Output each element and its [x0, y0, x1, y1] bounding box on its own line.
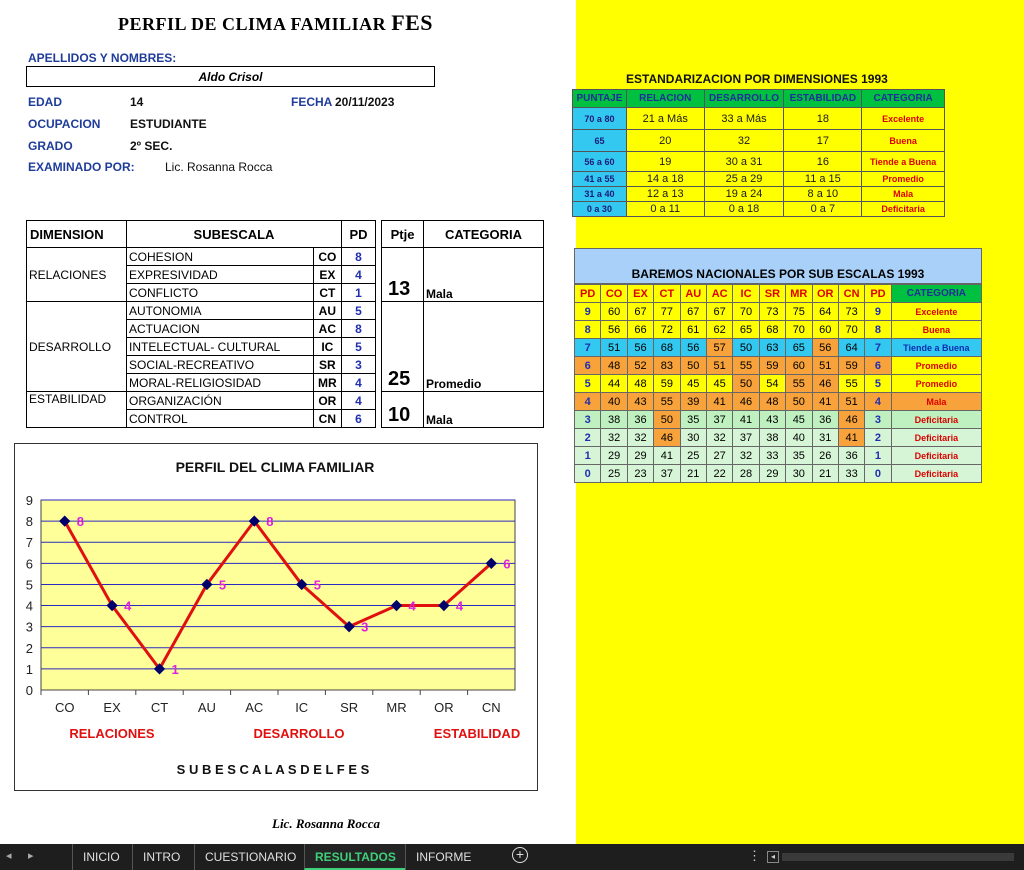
baremos-cell: 0 [865, 465, 891, 483]
y-tick-label: 5 [25, 577, 33, 593]
baremos-cell: 26 [812, 447, 838, 465]
baremos-cell: 41 [733, 411, 759, 429]
baremos-cell: 29 [601, 447, 627, 465]
baremos-category: Deficitaria [891, 447, 981, 465]
baremos-cell: 37 [654, 465, 680, 483]
std-cell: 16 [784, 152, 862, 172]
sub-label: ACTUACION [127, 320, 314, 338]
std-cell: 30 a 31 [704, 152, 784, 172]
baremos-cell: 30 [786, 465, 812, 483]
pd-value[interactable]: 8 [342, 320, 376, 338]
baremos-cell: 83 [654, 357, 680, 375]
std-cell: Deficitaria [862, 202, 945, 217]
baremos-cell: 70 [733, 303, 759, 321]
baremos-cell: 41 [706, 393, 732, 411]
ptje-desarrollo: 25 [382, 302, 424, 392]
baremos-cell: 73 [838, 303, 864, 321]
baremos-cell: 56 [812, 339, 838, 357]
baremos-cell: 3 [575, 411, 601, 429]
pd-value[interactable]: 4 [342, 266, 376, 284]
col-ptje: Ptje [382, 221, 424, 248]
baremos-cell: 73 [759, 303, 785, 321]
baremos-cell: 55 [838, 375, 864, 393]
baremos-cell: 36 [627, 411, 653, 429]
baremos-cell: 46 [838, 411, 864, 429]
baremos-cell: 51 [706, 357, 732, 375]
std-header: PUNTAJE [573, 90, 627, 108]
baremos-cell: 1 [575, 447, 601, 465]
ptje-relaciones: 13 [382, 248, 424, 302]
std-cell: 0 a 11 [626, 202, 704, 217]
fecha-label: FECHA [291, 95, 333, 109]
std-cell: 21 a Más [626, 108, 704, 130]
baremos-cell: 38 [601, 411, 627, 429]
baremos-category: Mala [891, 393, 981, 411]
baremos-cell: 5 [575, 375, 601, 393]
baremos-cell: 59 [838, 357, 864, 375]
baremos-cell: 46 [654, 429, 680, 447]
baremos-cell: 23 [627, 465, 653, 483]
baremos-header: SR [759, 285, 785, 303]
sub-label: COHESION [127, 248, 314, 266]
baremos-cell: 64 [812, 303, 838, 321]
group-label: ESTABILIDAD [433, 726, 521, 741]
x-tick-label: SR [340, 700, 359, 715]
chart-title: PERFIL DEL CLIMA FAMILIAR [175, 459, 375, 475]
baremos-title: BAREMOS NACIONALES POR SUB ESCALAS 1993 [574, 248, 982, 284]
baremos-cell: 37 [706, 411, 732, 429]
more-options-icon[interactable]: ⋮ [748, 848, 761, 863]
group-label: RELACIONES [69, 726, 155, 741]
baremos-cell: 50 [733, 339, 759, 357]
std-cell: 20 [626, 130, 704, 152]
fecha-value[interactable]: 20/11/2023 [335, 95, 395, 109]
baremos-cell: 9 [575, 303, 601, 321]
std-cell: 17 [784, 130, 862, 152]
baremos-cell: 63 [759, 339, 785, 357]
baremos-category: Buena [891, 321, 981, 339]
baremos-cell: 40 [601, 393, 627, 411]
sub-code: MR [313, 374, 341, 392]
std-cell: 65 [573, 130, 627, 152]
baremos-header: CO [601, 285, 627, 303]
sub-code: AU [313, 302, 341, 320]
baremos-category: Deficitaria [891, 411, 981, 429]
baremos-cell: 9 [865, 303, 891, 321]
pd-value[interactable]: 6 [342, 410, 376, 428]
y-tick-label: 3 [25, 619, 33, 635]
baremos-cell: 55 [786, 375, 812, 393]
baremos-cell: 61 [680, 321, 706, 339]
pd-value[interactable]: 5 [342, 302, 376, 320]
baremos-cell: 7 [575, 339, 601, 357]
baremos-cell: 5 [865, 375, 891, 393]
std-cell: 0 a 18 [704, 202, 784, 217]
sub-label: INTELECTUAL- CULTURAL [127, 338, 314, 356]
pd-value[interactable]: 3 [342, 356, 376, 374]
baremos-cell: 68 [759, 321, 785, 339]
data-label: 5 [218, 577, 227, 593]
baremos-header: PD [575, 285, 601, 303]
baremos-cell: 32 [627, 429, 653, 447]
y-tick-label: 7 [25, 535, 33, 551]
baremos-cell: 29 [627, 447, 653, 465]
baremos-cell: 65 [733, 321, 759, 339]
footer-signature: Lic. Rosanna Rocca [272, 816, 380, 831]
baremos-cell: 43 [627, 393, 653, 411]
baremos-cell: 48 [601, 357, 627, 375]
reference-tables [576, 0, 1024, 844]
baremos-header: MR [786, 285, 812, 303]
baremos-cell: 30 [680, 429, 706, 447]
x-tick-label: MR [386, 700, 407, 715]
baremos-cell: 40 [786, 429, 812, 447]
baremos-cell: 75 [786, 303, 812, 321]
std-cell: 0 a 7 [784, 202, 862, 217]
baremos-cell: 38 [759, 429, 785, 447]
baremos-cell: 29 [759, 465, 785, 483]
baremos-table [574, 284, 982, 483]
std-cell: 14 a 18 [626, 172, 704, 187]
sub-label: CONTROL [127, 410, 314, 428]
std-cell: 11 a 15 [784, 172, 862, 187]
baremos-cell: 56 [680, 339, 706, 357]
baremos-cell: 21 [812, 465, 838, 483]
x-tick-label: IC [295, 700, 309, 715]
pd-value[interactable]: 8 [342, 248, 376, 266]
baremos-cell: 50 [680, 357, 706, 375]
sub-label: ORGANIZACIÓN [127, 392, 314, 410]
baremos-cell: 51 [812, 357, 838, 375]
baremos-cell: 51 [838, 393, 864, 411]
y-tick-label: 0 [25, 683, 33, 698]
x-tick-label: AU [197, 700, 216, 715]
baremos-cell: 36 [812, 411, 838, 429]
std-cell: Promedio [862, 172, 945, 187]
sub-code: SR [313, 356, 341, 374]
pd-value[interactable]: 4 [342, 392, 376, 410]
baremos-cell: 41 [812, 393, 838, 411]
apellidos-label: APELLIDOS Y NOMBRES: [28, 51, 177, 65]
sub-code: CT [313, 284, 341, 302]
grado-label: GRADO [28, 139, 73, 153]
std-title: ESTANDARIZACION POR DIMENSIONES 1993 [626, 72, 888, 86]
baremos-category: Excelente [891, 303, 981, 321]
baremos-cell: 33 [838, 465, 864, 483]
chart-frame [14, 443, 538, 791]
col-subescala: SUBESCALA [127, 221, 342, 248]
baremos-header: AU [680, 285, 706, 303]
baremos-cell: 6 [865, 357, 891, 375]
baremos-cell: 32 [706, 429, 732, 447]
baremos-cell: 21 [680, 465, 706, 483]
x-tick-label: CN [481, 700, 501, 715]
sub-code: OR [313, 392, 341, 410]
tab-resultados[interactable]: RESULTADOS [304, 844, 406, 870]
baremos-cell: 67 [627, 303, 653, 321]
baremos-cell: 59 [759, 357, 785, 375]
baremos-cell: 44 [601, 375, 627, 393]
std-cell: Buena [862, 130, 945, 152]
grado-value[interactable]: 2º SEC. [130, 139, 173, 153]
std-cell: Mala [862, 187, 945, 202]
baremos-header: CT [654, 285, 680, 303]
baremos-cell: 50 [733, 375, 759, 393]
x-axis-title: S U B E S C A L A S D E L F E S [176, 762, 370, 777]
x-tick-label: CT [150, 700, 169, 715]
baremos-cell: 7 [865, 339, 891, 357]
baremos-cell: 8 [865, 321, 891, 339]
examinado-value[interactable]: Lic. Rosanna Rocca [165, 160, 273, 174]
cat-estabilidad: Mala [424, 392, 544, 428]
x-tick-label: EX [103, 700, 121, 715]
baremos-cell: 55 [654, 393, 680, 411]
baremos-category: Promedio [891, 357, 981, 375]
baremos-cell: 4 [865, 393, 891, 411]
cat-relaciones: Mala [424, 248, 544, 302]
data-label: 8 [266, 514, 274, 530]
examinado-label: EXAMINADO POR: [28, 160, 135, 174]
baremos-cell: 55 [733, 357, 759, 375]
cat-desarrollo: Promedio [424, 302, 544, 392]
dimension-table [26, 220, 544, 428]
baremos-cell: 32 [601, 429, 627, 447]
std-cell: 32 [704, 130, 784, 152]
std-cell: 19 a 24 [704, 187, 784, 202]
dim-relaciones: RELACIONES [27, 248, 127, 302]
tab-cuestionario[interactable]: CUESTIONARIO [194, 844, 306, 870]
baremos-cell: 46 [733, 393, 759, 411]
baremos-cell: 50 [786, 393, 812, 411]
baremos-cell: 35 [680, 411, 706, 429]
ptje-estabilidad: 10 [382, 392, 424, 428]
baremos-cell: 77 [654, 303, 680, 321]
data-label: 4 [455, 598, 464, 614]
plot-area [41, 500, 515, 690]
baremos-cell: 3 [865, 411, 891, 429]
baremos-cell: 65 [786, 339, 812, 357]
baremos-cell: 68 [654, 339, 680, 357]
baremos-cell: 8 [575, 321, 601, 339]
baremos-cell: 35 [786, 447, 812, 465]
scroll-right-icon[interactable]: ▸ [28, 850, 34, 862]
baremos-cell: 51 [601, 339, 627, 357]
data-label: 8 [76, 514, 84, 530]
baremos-cell: 1 [865, 447, 891, 465]
baremos-cell: 2 [865, 429, 891, 447]
group-label: DESARROLLO [253, 726, 345, 741]
baremos-cell: 50 [654, 411, 680, 429]
baremos-cell: 62 [706, 321, 732, 339]
baremos-cell: 43 [759, 411, 785, 429]
baremos-cell: 28 [733, 465, 759, 483]
baremos-cell: 45 [680, 375, 706, 393]
std-cell: 25 a 29 [704, 172, 784, 187]
baremos-cell: 22 [706, 465, 732, 483]
tab-inicio[interactable]: INICIO [72, 844, 130, 870]
baremos-header: OR [812, 285, 838, 303]
col-categoria: CATEGORIA [424, 221, 544, 248]
baremos-cell: 70 [838, 321, 864, 339]
baremos-header: IC [733, 285, 759, 303]
x-tick-label: AC [245, 700, 264, 715]
baremos-cell: 0 [575, 465, 601, 483]
baremos-cell: 72 [654, 321, 680, 339]
sub-label: EXPRESIVIDAD [127, 266, 314, 284]
add-sheet-icon[interactable]: + [512, 847, 528, 863]
baremos-header: AC [706, 285, 732, 303]
col-dimension: DIMENSION [27, 221, 127, 248]
baremos-cell: 6 [575, 357, 601, 375]
y-tick-label: 6 [25, 556, 33, 572]
std-header: DESARROLLO [704, 90, 784, 108]
std-cell: 70 a 80 [573, 108, 627, 130]
horizontal-scrollbar[interactable] [782, 853, 1014, 861]
baremos-cell: 4 [575, 393, 601, 411]
baremos-cell: 59 [654, 375, 680, 393]
baremos-cell: 56 [627, 339, 653, 357]
baremos-cell: 64 [838, 339, 864, 357]
baremos-header: EX [627, 285, 653, 303]
baremos-cell: 39 [680, 393, 706, 411]
baremos-cell: 33 [759, 447, 785, 465]
baremos-cell: 2 [575, 429, 601, 447]
edad-label: EDAD [28, 95, 63, 109]
data-label: 4 [124, 598, 132, 614]
sub-label: SOCIAL-RECREATIVO [127, 356, 314, 374]
y-tick-label: 8 [25, 514, 33, 530]
sheet-tab-bar [0, 844, 1024, 870]
sub-code: AC [313, 320, 341, 338]
baremos-cell: 31 [812, 429, 838, 447]
baremos-cell: 32 [733, 447, 759, 465]
y-tick-label: 2 [25, 640, 33, 656]
baremos-cell: 45 [706, 375, 732, 393]
edad-value[interactable]: 14 [130, 95, 144, 109]
std-header: RELACION [626, 90, 704, 108]
baremos-header: PD [865, 285, 891, 303]
y-tick-label: 1 [25, 661, 33, 677]
baremos-cell: 60 [601, 303, 627, 321]
baremos-cell: 60 [786, 357, 812, 375]
name-field[interactable]: Aldo Crisol [26, 66, 435, 87]
tab-intro[interactable]: INTRO [132, 844, 190, 870]
data-label: 1 [171, 661, 179, 677]
std-cell: 8 a 10 [784, 187, 862, 202]
std-cell: 56 a 60 [573, 152, 627, 172]
baremos-cell: 57 [706, 339, 732, 357]
sub-code: CO [313, 248, 341, 266]
baremos-cell: 67 [706, 303, 732, 321]
baremos-cell: 45 [786, 411, 812, 429]
baremos-cell: 48 [759, 393, 785, 411]
std-table [572, 89, 945, 217]
std-cell: 41 a 55 [573, 172, 627, 187]
baremos-cell: 27 [706, 447, 732, 465]
baremos-cell: 37 [733, 429, 759, 447]
std-cell: Tiende a Buena [862, 152, 945, 172]
sub-code: EX [313, 266, 341, 284]
data-label: 5 [313, 577, 321, 593]
col-pd: PD [342, 221, 376, 248]
std-cell: 19 [626, 152, 704, 172]
dim-desarrollo: DESARROLLO [27, 302, 127, 392]
ocupacion-value[interactable]: ESTUDIANTE [130, 117, 207, 131]
sub-code: IC [313, 338, 341, 356]
y-tick-label: 9 [25, 493, 33, 508]
sub-label: MORAL-RELIGIOSIDAD [127, 374, 314, 392]
baremos-cell: 25 [601, 465, 627, 483]
baremos-header: CATEGORIA [891, 285, 981, 303]
hscroll-left-icon[interactable]: ◂ [767, 851, 779, 863]
data-label: 4 [408, 598, 416, 614]
baremos-category: Tiende a Buena [891, 339, 981, 357]
scroll-left-icon[interactable]: ◂ [6, 850, 12, 862]
std-header: CATEGORIA [862, 90, 945, 108]
baremos-cell: 54 [759, 375, 785, 393]
pd-value[interactable]: 5 [342, 338, 376, 356]
baremos-category: Promedio [891, 375, 981, 393]
tab-informe[interactable]: INFORME [405, 844, 481, 870]
baremos-category: Deficitaria [891, 465, 981, 483]
std-cell: Excelente [862, 108, 945, 130]
dim-estabilidad: ESTABILIDAD [27, 392, 127, 428]
baremos-category: Deficitaria [891, 429, 981, 447]
baremos-cell: 25 [680, 447, 706, 465]
sheet-title: PERFIL DE CLIMA FAMILIAR FES [118, 10, 434, 35]
sub-label: AUTONOMIA [127, 302, 314, 320]
std-cell: 33 a Más [704, 108, 784, 130]
pd-value[interactable]: 4 [342, 374, 376, 392]
baremos-cell: 70 [786, 321, 812, 339]
baremos-cell: 48 [627, 375, 653, 393]
data-label: 6 [503, 556, 511, 572]
sub-label: CONFLICTO [127, 284, 314, 302]
std-cell: 0 a 30 [573, 202, 627, 217]
baremos-cell: 46 [812, 375, 838, 393]
pd-value[interactable]: 1 [342, 284, 376, 302]
std-cell: 18 [784, 108, 862, 130]
data-label: 3 [361, 619, 369, 635]
std-header: ESTABILIDAD [784, 90, 862, 108]
baremos-cell: 60 [812, 321, 838, 339]
baremos-cell: 36 [838, 447, 864, 465]
std-cell: 12 a 13 [626, 187, 704, 202]
ocupacion-label: OCUPACION [28, 117, 101, 131]
baremos-cell: 67 [680, 303, 706, 321]
baremos-cell: 41 [654, 447, 680, 465]
x-tick-label: OR [434, 700, 454, 715]
y-tick-label: 4 [25, 598, 33, 614]
baremos-header: CN [838, 285, 864, 303]
baremos-cell: 52 [627, 357, 653, 375]
x-tick-label: CO [54, 700, 75, 715]
std-cell: 31 a 40 [573, 187, 627, 202]
baremos-cell: 66 [627, 321, 653, 339]
sub-code: CN [313, 410, 341, 428]
baremos-cell: 56 [601, 321, 627, 339]
profile-chart [15, 444, 537, 790]
baremos-cell: 41 [838, 429, 864, 447]
